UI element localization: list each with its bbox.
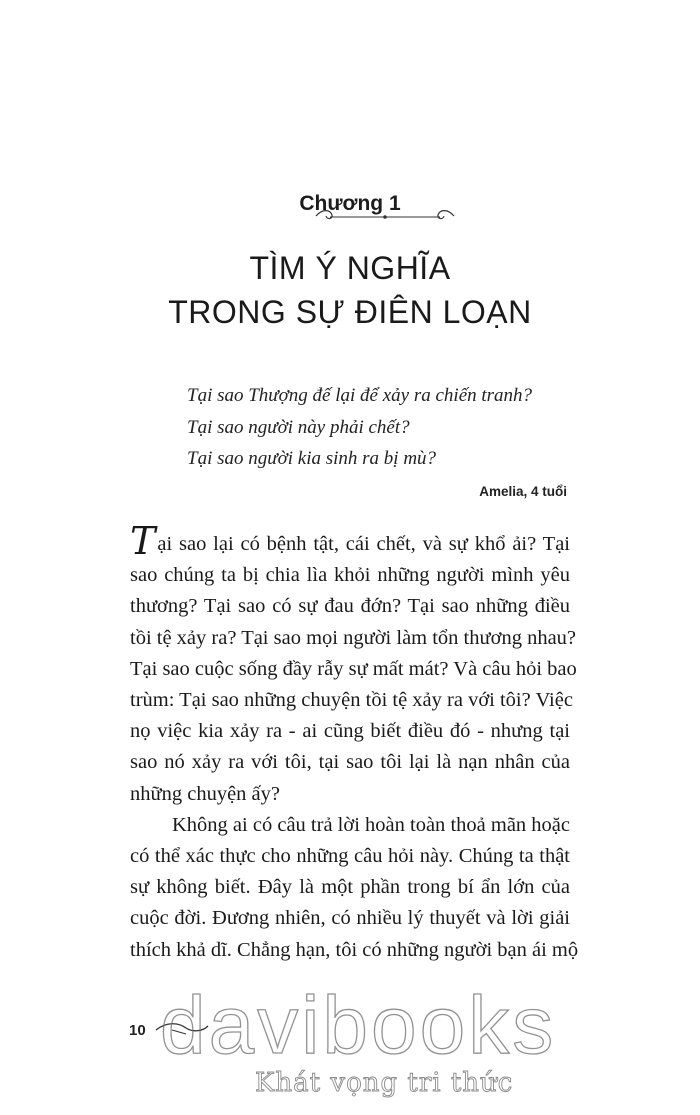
body-line: nọ việc kia xảy ra - ai cũng biết điều đó - nhưng tại: [130, 720, 570, 743]
body-line: sao chúng ta bị chia lìa khỏi những người mình yêu: [130, 564, 570, 587]
chapter-ornament-icon: [310, 207, 460, 225]
body-line: thương? Tại sao có sự đau đớn? Tại sao những điều: [130, 595, 570, 618]
chapter-title-line-2: TRONG SỰ ĐIÊN LOẠN: [168, 294, 532, 330]
chapter-title: [0, 246, 700, 334]
body-line: Tại sao cuộc sống đầy rẫy sự mất mát? Và câu hỏi bao: [130, 657, 577, 680]
body-line: tồi tệ xảy ra? Tại sao mọi người làm tổn thương nhau?: [130, 626, 577, 649]
body-line: thích khả dĩ. Chẳng hạn, tôi có những người bạn ái mộ: [130, 938, 579, 961]
body-line: có thể xác thực cho những câu hỏi này. Chúng ta thật: [130, 845, 570, 868]
body-line: trùm: Tại sao những chuyện tồi tệ xảy ra với tôi? Việc: [130, 689, 573, 712]
chapter-label: Chương 1: [299, 192, 401, 215]
epigraph: [187, 380, 532, 475]
watermark-brand: davibooks: [160, 980, 557, 1071]
body-text: [130, 519, 579, 966]
chapter-title-line-1: TÌM Ý NGHĨA: [249, 250, 451, 286]
page-number: 10: [129, 1022, 146, 1039]
body-line: sự không biết. Đây là một phần trong bí ẩn lớn của: [130, 876, 570, 899]
body-line: Không ai có câu trả lời hoàn toàn thoả mãn hoặc: [172, 813, 570, 836]
watermark-tagline: Khát vọng tri thức: [255, 1068, 514, 1098]
body-line: sao nó xảy ra với tôi, tại sao tôi lại là nạn nhân của: [130, 751, 570, 774]
body-line-text: ại sao lại có bệnh tật, cái chết, và sự khổ ải? Tại: [157, 533, 570, 555]
body-line: [130, 519, 570, 563]
body-line: những chuyện ấy?: [130, 782, 281, 805]
epigraph-attribution: Amelia, 4 tuổi: [479, 484, 567, 499]
epigraph-line: Tại sao người này phải chết?: [187, 416, 410, 438]
drop-cap: T: [130, 519, 156, 563]
epigraph-line: Tại sao người kia sinh ra bị mù?: [187, 448, 437, 469]
body-line: cuộc đời. Đương nhiên, có nhiều lý thuyết và lời giải: [130, 907, 570, 930]
epigraph-line: Tại sao Thượng đế lại để xảy ra chiến tranh?: [187, 385, 533, 406]
